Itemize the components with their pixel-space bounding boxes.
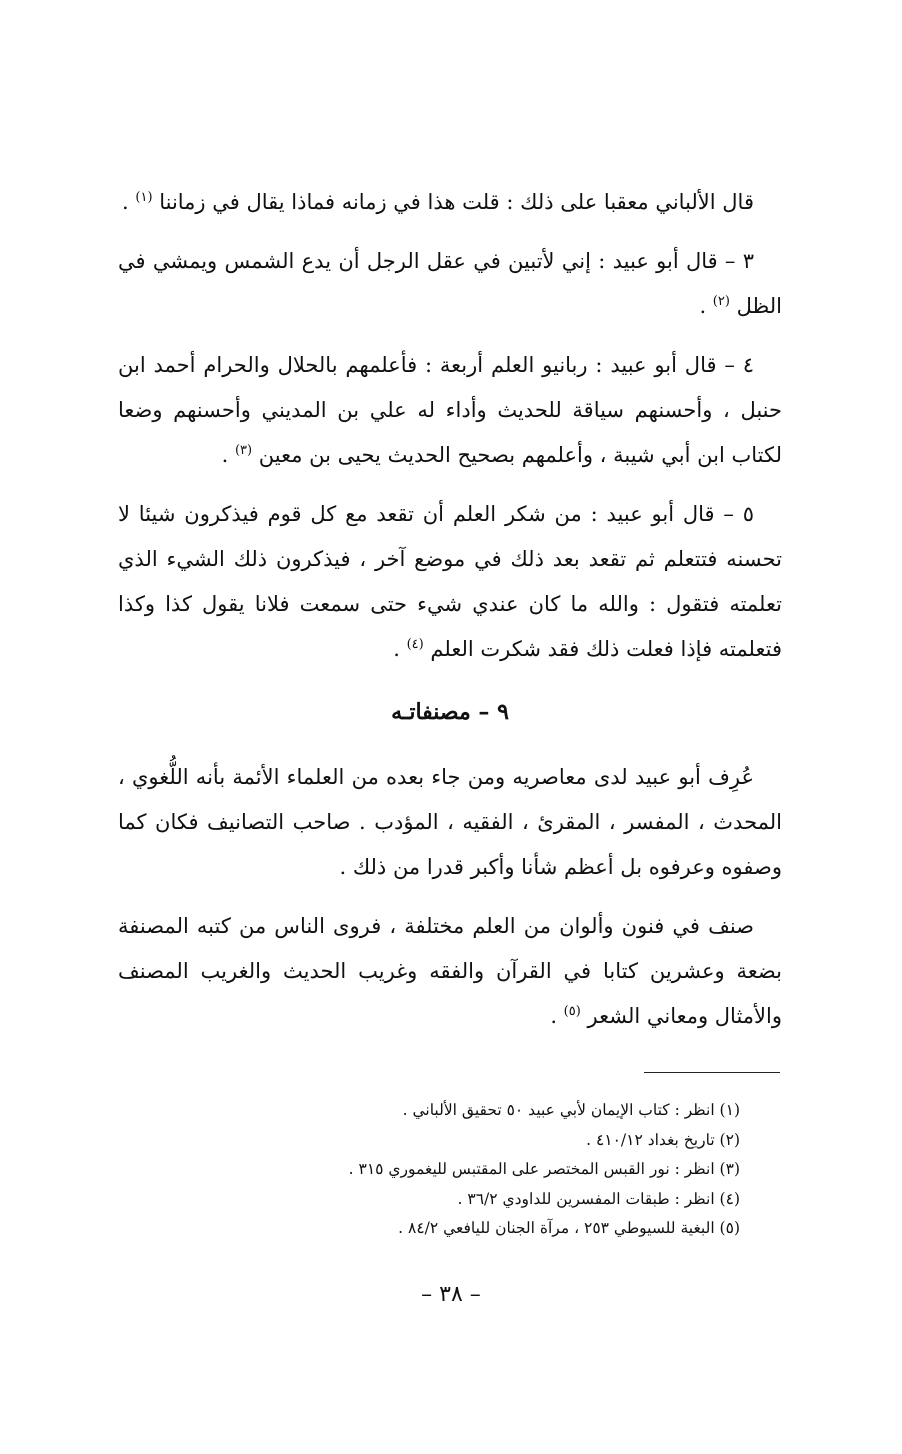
footnote-divider bbox=[644, 1072, 780, 1073]
paragraph-works: صنف في فنون وألوان من العلم مختلفة ، فروى الناس من كتبه المصنفة بضعة وعشرين كتابا في القرآن والفقه وغريب الحديث والغريب المصنف والأمثال ومعاني الشعر $^{(٥)}$ . bbox=[118, 914, 782, 1028]
paragraph-quote-3: ٣ – قال أبو عبيد : إني لأتبين في عقل الرجل أن يدع الشمس ويمشي في الظل $^{(٢)}$ . bbox=[118, 249, 782, 318]
footnote-4: (٤) انظر : طبقات المفسرين للداودي ٣٦/٢ . bbox=[457, 1189, 740, 1208]
footnote-ref-4: (٤) bbox=[406, 637, 424, 652]
footnote-ref-1: (١) bbox=[135, 190, 153, 205]
page-number: – ٣٨ – bbox=[421, 1282, 481, 1307]
footnote-2: (٢) تاريخ بغداد ٤١٠/١٢ . bbox=[586, 1130, 740, 1149]
footnotes bbox=[300, 1096, 740, 1244]
paragraph-quote-4: ٤ – قال أبو عبيد : ربانيو العلم أربعة : فأعلمهم بالحلال والحرام أحمد ابن حنبل ، وأحسنهم سياقة للحديث وأداء له علي بن المديني وأحسنهم وضعا لكتاب ابن أبي شيبة ، وأعلمهم بصحيح الحديث يحيى بن معين $^{(٣)}$ . bbox=[118, 353, 782, 467]
footnote-ref-2: (٢) bbox=[712, 294, 730, 309]
footnote-ref-5: (٥) bbox=[563, 1004, 581, 1019]
paragraph-albani-comment: قال الألباني معقبا على ذلك : قلت هذا في زمانه فماذا يقال في زماننا $^{(١)}$ . bbox=[122, 190, 754, 214]
paragraph-quote-5: ٥ – قال أبو عبيد : من شكر العلم أن تقعد مع كل قوم فيذكرون شيئا لا تحسنه فتتعلم ثم تقعد بعد ذلك في موضع آخر ، فيذكرون ذلك الشيء الذي تعلمته فتقول : والله ما كان عندي شيء حتى سمعت فلانا يقول كذا وكذا فتعلمته فإذا فعلت ذلك فقد شكرت العلم $^{(٤)}$ . bbox=[118, 502, 782, 661]
footnote-5: (٥) البغية للسيوطي ٢٥٣ ، مرآة الجنان لليافعي ٨٤/٢ . bbox=[398, 1219, 740, 1237]
footnote-1: (١) انظر : كتاب الإيمان لأبي عبيد ٥٠ تحقيق الألباني . bbox=[402, 1101, 740, 1119]
footnote-3: (٣) انظر : نور القبس المختصر على المقتبس لليغموري ٣١٥ . bbox=[348, 1160, 740, 1178]
footnote-ref-3: (٣) bbox=[234, 443, 253, 458]
paragraph-reputation: عُرِف أبو عبيد لدى معاصريه ومن جاء بعده من العلماء الأئمة بأنه اللُّغوي ، المحدث ، المفسر ، المقرئ ، الفقيه ، المؤدب . صاحب التصانيف فكان كما وصفوه وعرفوه بل أعظم شأنا وأكبر قدرا من ذلك . bbox=[118, 765, 782, 879]
section-heading: ٩ – مصنفاتـه bbox=[391, 699, 509, 725]
page-body bbox=[118, 180, 782, 1053]
